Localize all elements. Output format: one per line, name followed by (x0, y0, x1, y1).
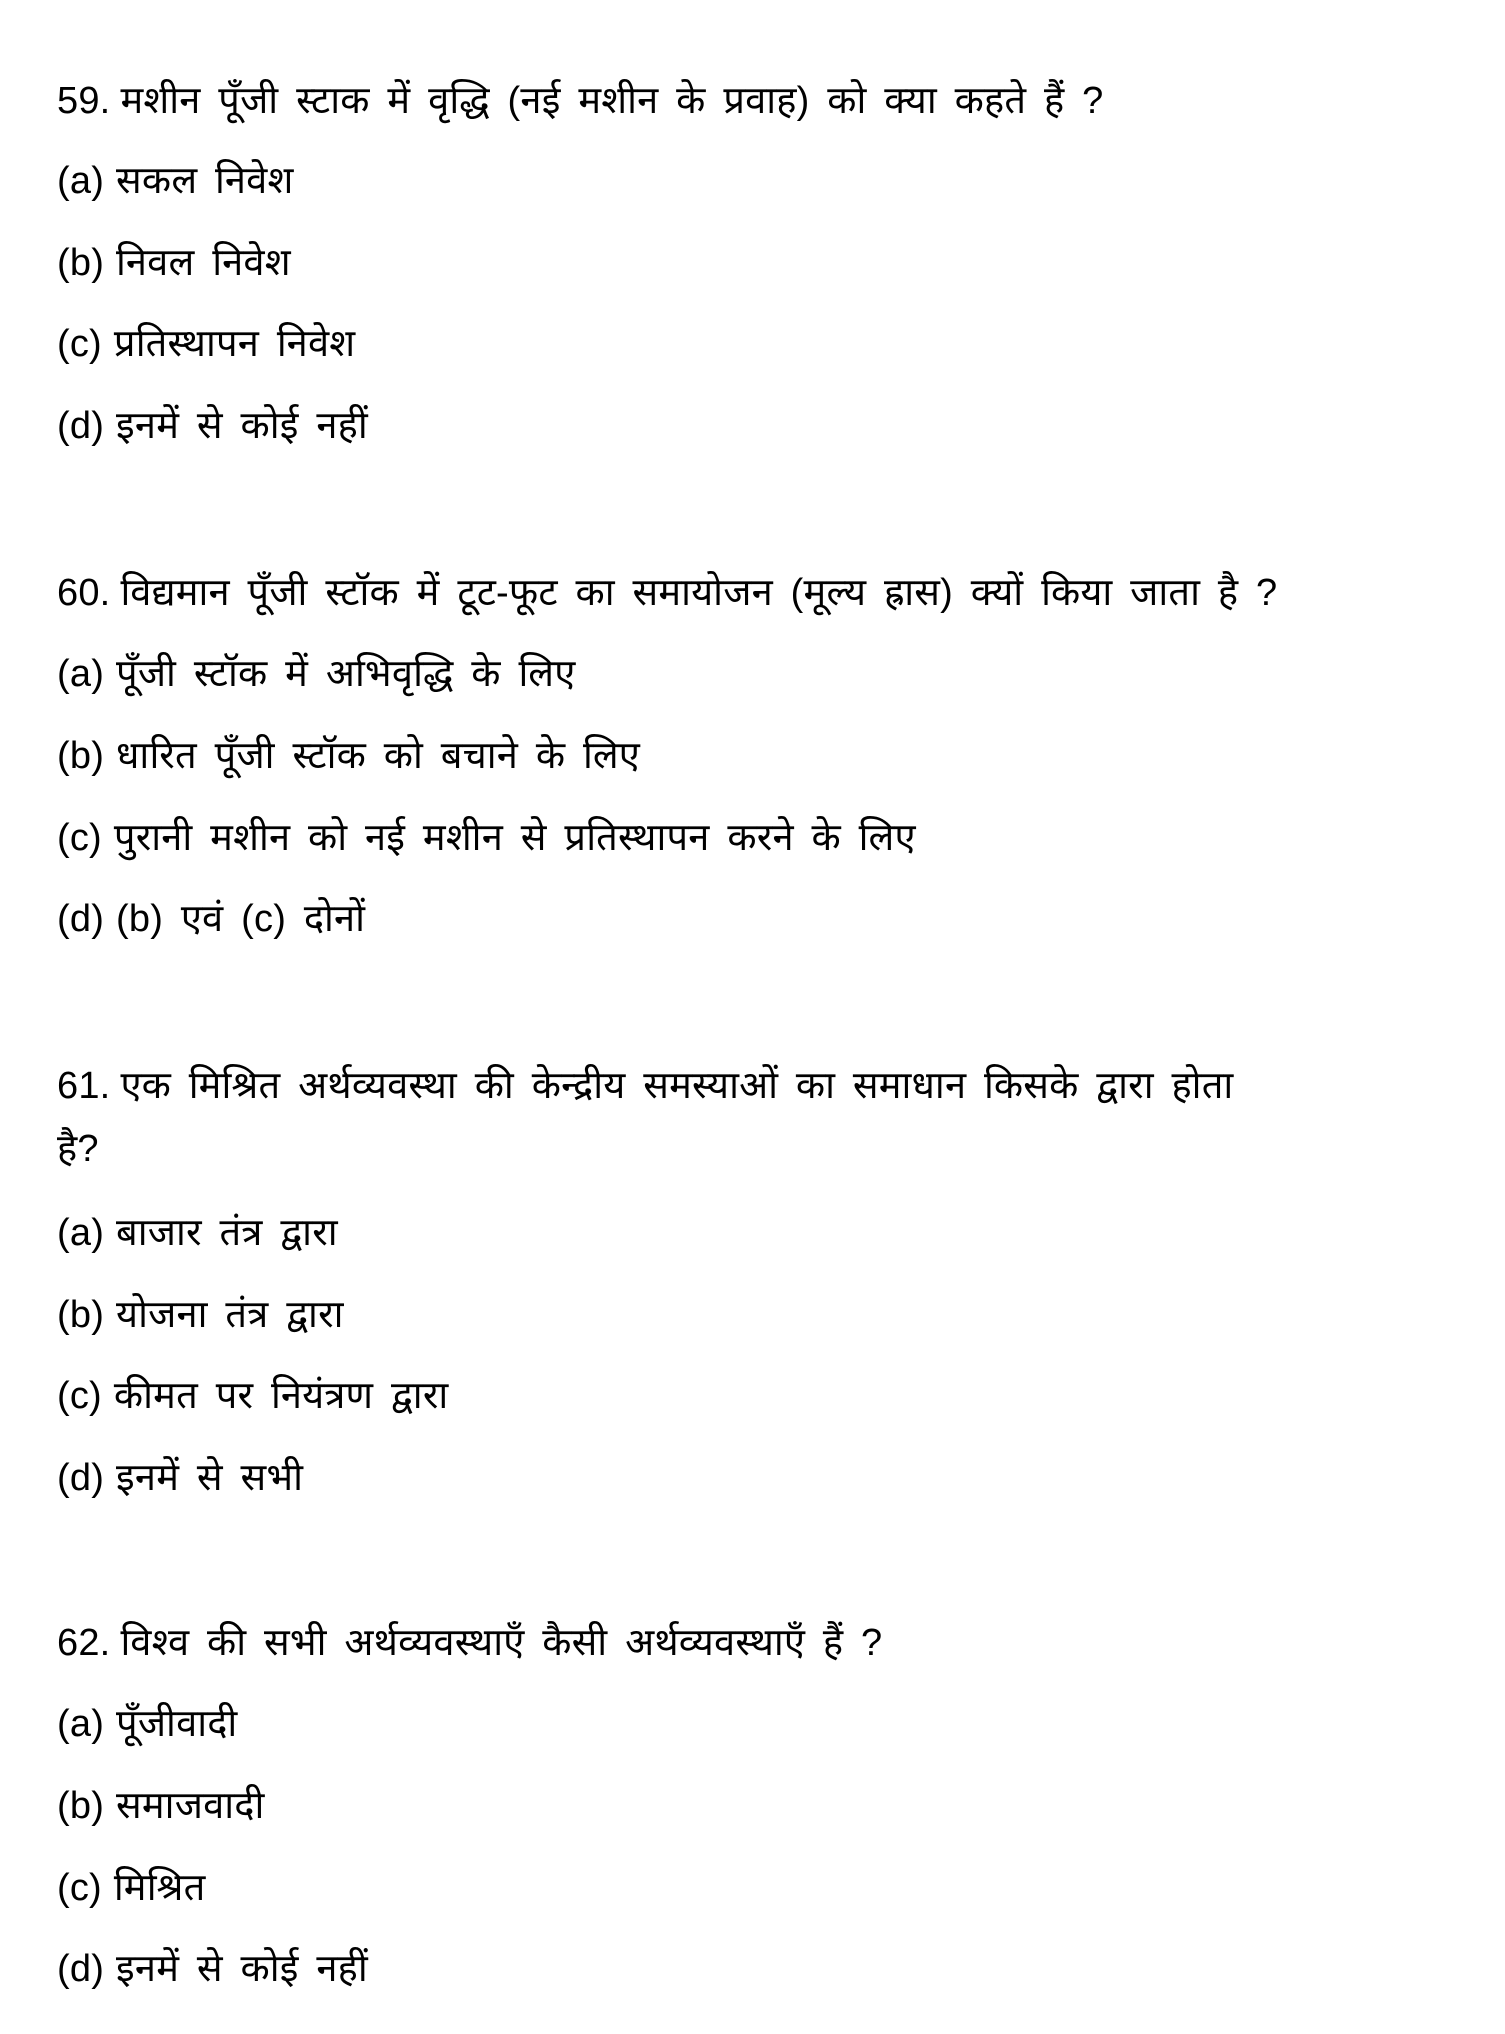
option-a (57, 655, 575, 693)
option-text: पूँजी स्टॉक में अभिवृद्धि के लिए (116, 653, 576, 695)
option-text: इनमें से कोई नहीं (116, 405, 368, 447)
option-text: पूँजीवादी (116, 1703, 238, 1745)
option-text: प्रतिस्थापन निवेश (113, 323, 356, 365)
question-text-continued (57, 1130, 99, 1168)
option-label: (b) (57, 1785, 105, 1827)
option-label: (d) (57, 405, 105, 447)
question-number: 60. (57, 572, 111, 614)
option-text: (b) एवं (c) दोनों (116, 898, 366, 940)
option-text: सकल निवेश (116, 160, 294, 202)
option-label: (d) (57, 1457, 105, 1499)
option-text: इनमें से कोई नहीं (116, 1948, 368, 1990)
option-label: (b) (57, 242, 105, 284)
question-stem: एक मिश्रित अर्थव्यवस्था की केन्द्रीय समस्याओं का समाधान किसके द्वारा होता (120, 1065, 1234, 1107)
question-text (57, 82, 1104, 120)
option-text: इनमें से सभी (116, 1457, 304, 1499)
option-label: (a) (57, 160, 105, 202)
option-label: (a) (57, 1703, 105, 1745)
option-label: (c) (57, 323, 102, 365)
question-stem: मशीन पूँजी स्टाक में वृद्धि (नई मशीन के प्रवाह) को क्या कहते हैं ? (120, 80, 1104, 122)
option-text: कीमत पर नियंत्रण द्वारा (113, 1375, 449, 1417)
option-a (57, 1214, 338, 1252)
option-d (57, 1950, 368, 1988)
question-number: 61. (57, 1065, 111, 1107)
option-text: योजना तंत्र द्वारा (116, 1294, 344, 1336)
option-c (57, 1869, 206, 1907)
option-a (57, 1705, 237, 1743)
option-c (57, 325, 355, 363)
question-stem-continued: है? (57, 1128, 99, 1170)
option-text: निवल निवेश (116, 242, 291, 284)
option-b (57, 1787, 265, 1825)
question-text (57, 1624, 882, 1662)
question-number: 62. (57, 1622, 111, 1664)
option-d (57, 407, 368, 445)
option-a (57, 162, 294, 200)
option-b (57, 244, 291, 282)
option-label: (b) (57, 735, 105, 777)
option-label: (c) (57, 1375, 102, 1417)
option-label: (d) (57, 898, 105, 940)
option-c (57, 1377, 448, 1415)
question-stem: विद्यमान पूँजी स्टॉक में टूट-फूट का समायोजन (मूल्य ह्रास) क्यों किया जाता है ? (120, 572, 1278, 614)
option-label: (b) (57, 1294, 105, 1336)
option-d (57, 900, 365, 938)
question-stem: विश्व की सभी अर्थव्यवस्थाएँ कैसी अर्थव्यवस्थाएँ हैं ? (120, 1622, 883, 1664)
option-label: (c) (57, 817, 102, 859)
option-text: धारित पूँजी स्टॉक को बचाने के लिए (116, 735, 641, 777)
option-text: समाजवादी (116, 1785, 265, 1827)
question-number: 59. (57, 80, 111, 122)
question-text (57, 1067, 1233, 1105)
option-d (57, 1459, 303, 1497)
option-label: (c) (57, 1867, 102, 1909)
option-b (57, 737, 640, 775)
option-label: (a) (57, 653, 105, 695)
option-text: बाजार तंत्र द्वारा (116, 1212, 338, 1254)
question-text (57, 574, 1277, 612)
option-text: पुरानी मशीन को नई मशीन से प्रतिस्थापन करने के लिए (113, 817, 916, 859)
option-b (57, 1296, 344, 1334)
option-c (57, 819, 916, 857)
option-label: (a) (57, 1212, 105, 1254)
option-label: (d) (57, 1948, 105, 1990)
option-text: मिश्रित (113, 1867, 206, 1909)
